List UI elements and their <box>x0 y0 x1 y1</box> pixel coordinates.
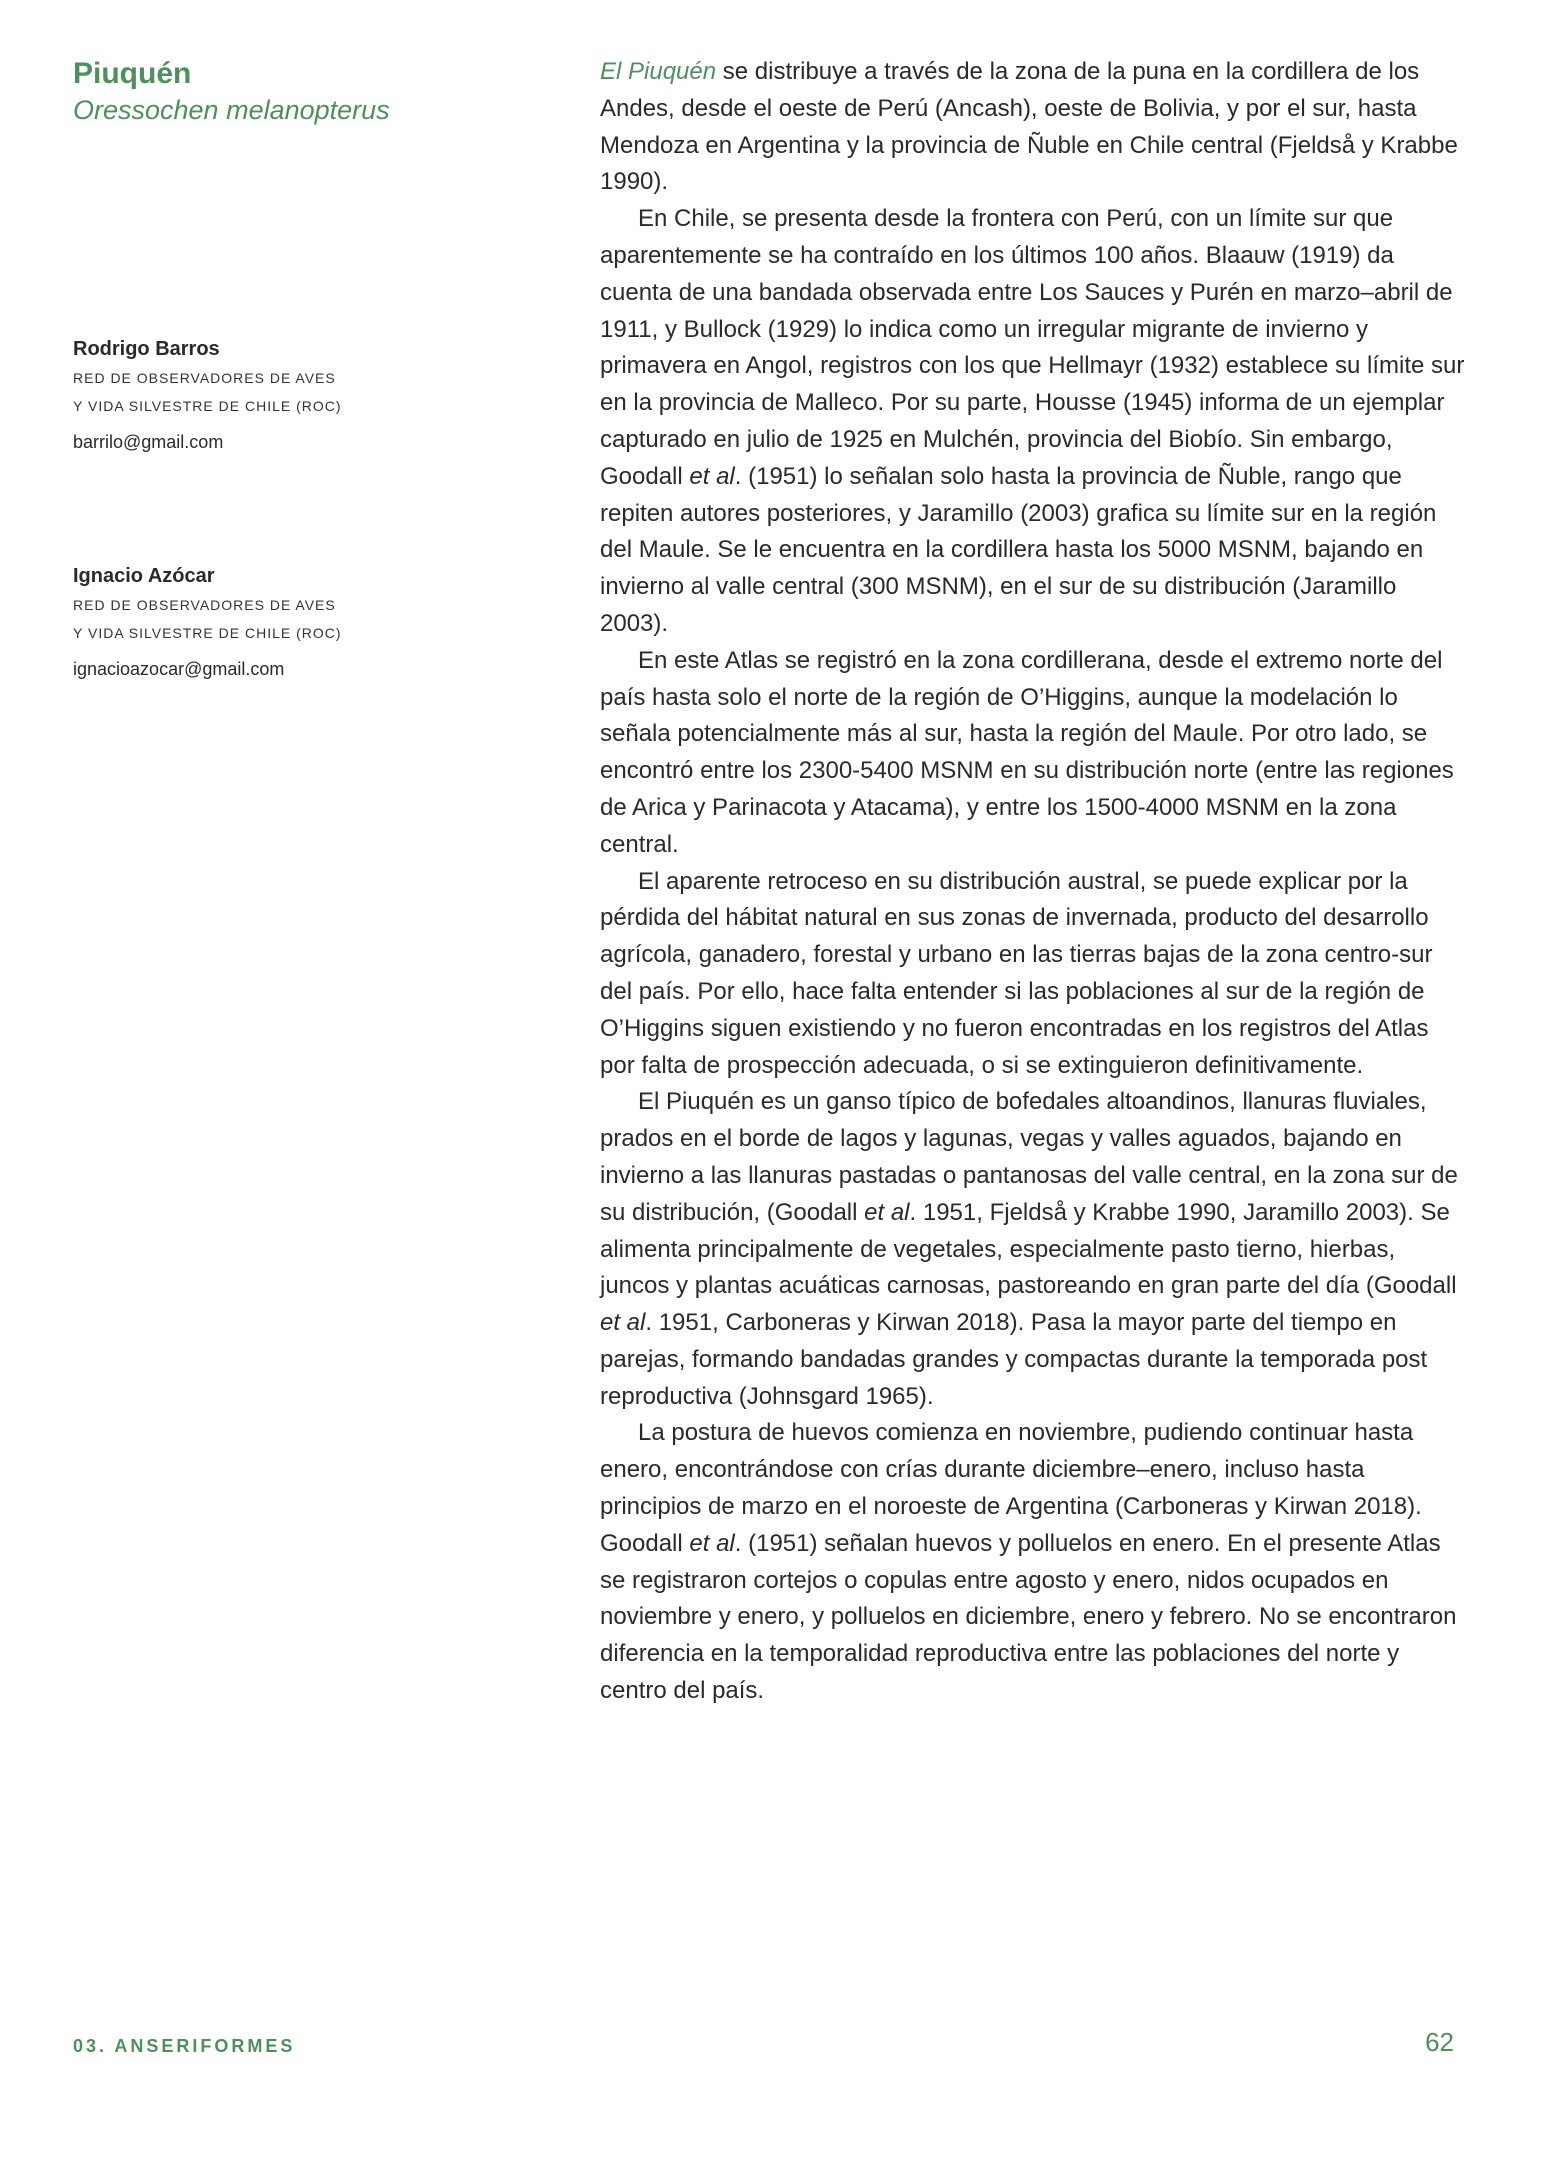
paragraph-distribution <box>600 54 1465 201</box>
paragraph-text: . (1951) señalan huevos y polluelos en enero. En el presente Atlas se registraron cortejos o copulas entre agosto y enero, nidos ocupados en noviembre y enero, y polluelos en diciembre, enero y febrero. No se encontraron diferencia en la temporalidad reproductiva entre las poblaciones del norte y centro del país. <box>600 1529 1457 1705</box>
author-block <box>73 334 513 456</box>
species-common-name: Piuquén <box>73 57 192 90</box>
paragraph-habitat <box>600 1084 1465 1415</box>
author-affiliation-line: Y VIDA SILVESTRE DE CHILE (ROC) <box>73 398 342 414</box>
author-email: barrilo@gmail.com <box>73 432 224 452</box>
author-affiliation-line: Y VIDA SILVESTRE DE CHILE (ROC) <box>73 625 342 641</box>
paragraph-text: . 1951, Carboneras y Kirwan 2018). Pasa la mayor parte del tiempo en parejas, formando bandadas grandes y compactas durante la temporada post reproductiva (Johnsgard 1965). <box>600 1309 1428 1410</box>
paragraph-breeding <box>600 1415 1465 1709</box>
paragraph-text: En este Atlas se registró en la zona cordillerana, desde el extremo norte del país hasta solo el norte de la región de O’Higgins, aunque la modelación lo señala potencialmente más al sur, hasta la región del Maule. Por otro lado, se encontró entre los 2300-5400 MSNM en su distribución norte (entre las regiones de Arica y Parinacota y Atacama), y entre los 1500-4000 MSNM en la zona central. <box>600 646 1454 858</box>
author-affiliation-line: RED DE OBSERVADORES DE AVES <box>73 597 336 613</box>
paragraph-text: . (1951) lo señalan solo hasta la provincia de Ñuble, rango que repiten autores posteriores, y Jaramillo (2003) grafica su límite sur en la región del Maule. Se le encuentra en la cordillera hasta los 5000 MSNM, bajando en invierno al valle central (300 MSNM), en el sur de su distribución (Jaramillo 2003). <box>600 462 1437 637</box>
author-block <box>73 561 513 683</box>
et-al: et al <box>689 1529 735 1557</box>
author-email: ignacioazocar@gmail.com <box>73 659 285 679</box>
paragraph-text: El Piuquén es un ganso típico de bofedales altoandinos, llanuras fluviales, prados en el borde de lagos y lagunas, vegas y valles aguados, bajando en invierno a las llanuras pastadas o pantanosas del valle central, en la zona sur de su distribución, (Goodall <box>600 1088 1458 1226</box>
page-number: 62 <box>1425 2027 1454 2057</box>
author-name: Rodrigo Barros <box>73 338 220 360</box>
paragraph-chile-range <box>600 201 1465 643</box>
lead-species-name: El Piuquén <box>600 58 717 85</box>
paragraph-text: La postura de huevos comienza en noviembre, pudiendo continuar hasta enero, encontrándose con crías durante diciembre–enero, incluso hasta principios de marzo en el noroeste de Argentina (Carboneras y Kirwan 2018). Goodall <box>600 1419 1422 1557</box>
paragraph-retreat <box>600 864 1465 1085</box>
paragraph-text: . 1951, Fjeldså y Krabbe 1990, Jaramillo 2003). Se alimenta principalmente de vegetales, especialmente pasto tierno, hierbas, juncos y plantas acuáticas carnosas, pastoreando en gran parte del día (Goodall <box>600 1198 1457 1300</box>
species-header <box>73 56 513 128</box>
et-al: et al <box>689 462 735 490</box>
paragraph-text: En Chile, se presenta desde la frontera con Perú, con un límite sur que aparentemente se ha contraído en los últimos 100 años. Blaauw (1919) da cuenta de una bandada observada entre Los Sauces y Purén en marzo–abril de 1911, y Bullock (1929) lo indica como un irregular migrante de invierno y primavera en Angol, registros con los que Hellmayr (1932) establece su límite sur en la provincia de Malleco. Por su parte, Housse (1945) informa de un ejemplar capturado en julio de 1925 en Mulchén, provincia del Biobío. Sin embargo, Goodall <box>600 205 1465 490</box>
paragraph-text: El aparente retroceso en su distribución austral, se puede explicar por la pérdida del hábitat natural en sus zonas de invernada, producto del desarrollo agrícola, ganadero, forestal y urbano en las tierras bajas de la zona centro-sur del país. Por ello, hace falta entender si las poblaciones al sur de la región de O’Higgins siguen existiendo y no fueron encontradas en los registros del Atlas por falta de prospección adecuada, o si se extinguieron definitivamente. <box>600 867 1433 1079</box>
author-name: Ignacio Azócar <box>73 565 215 587</box>
paragraph-text: se distribuye a través de la zona de la puna en la cordillera de los Andes, desde el oeste de Perú (Ancash), oeste de Bolivia, y por el sur, hasta Mendoza en Argentina y la provincia de Ñuble en Chile central (Fjeldså y Krabbe 1990). <box>600 58 1458 196</box>
species-scientific-name: Oressochen melanopterus <box>73 95 390 125</box>
et-al: et al <box>864 1198 910 1226</box>
footer-section-label: 03. ANSERIFORMES <box>73 2036 296 2056</box>
author-affiliation-line: RED DE OBSERVADORES DE AVES <box>73 370 336 386</box>
body-text <box>600 54 1465 1710</box>
paragraph-atlas-records <box>600 643 1465 864</box>
et-al: et al <box>600 1309 646 1337</box>
